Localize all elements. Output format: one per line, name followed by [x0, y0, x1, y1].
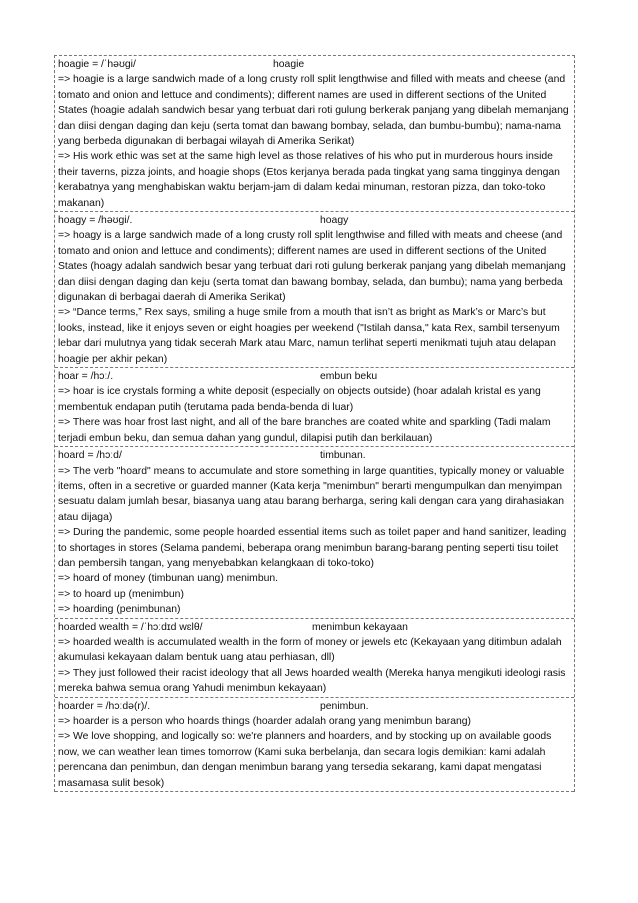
entry-definition: => hoar is ice crystals forming a white deposit (especially on objects outside) (hoar adalah kristal es yang membentuk endapan putih (terutama pada benda-benda di luar) [58, 386, 541, 413]
entry-phrase: => hoard of money (timbunan uang) menimbun. [58, 573, 279, 585]
entry-term: hoarded wealth = /ˈhɔːdɪd wɛlθ/ [58, 621, 203, 633]
entry-term: hoagie = /ˈhəʊgi/ [58, 59, 136, 70]
entry-phrase: => to hoard up (menimbun) [58, 588, 184, 600]
entry-term: hoard = /hɔːd/ [58, 450, 122, 462]
entry-definition: => hoagy is a large sandwich made of a long crusty roll split lengthwise and filled with meats and cheese (and tomato and onion and lettuce and condiments); different names are used in different sections of the United States (hoagy adalah sandwich besar yang terbuat dari roti gulung berkerak panjang yang dibelah memanjang dan diisi dengan daging dan keju (serta tomat dan bawang bombay, selada, dan bumbu); nama yang berbeda digunakan di berbagai daerah di Amerika Serikat) [58, 230, 566, 304]
entry-hoarder [55, 698, 574, 792]
entry-hoar [55, 368, 574, 447]
entry-head [58, 213, 572, 228]
entry-definition: => hoagie is a large sandwich made of a long crusty roll split lengthwise and filled with meats and cheese (and tomato and onion and lettuce and condiments); different names are used in different sections of the United States (hoagie adalah sandwich besar yang terbuat dari roti gulung berkerak panjang yang dibelah memanjang dan diisi dengan daging dan keju (serta tomat dan bawang bombay, selada, dan bumbu-bumbu); nama-nama yang berbeda digunakan di berbagai wilayah di Amerika Serikat) [58, 74, 569, 148]
dictionary-table [54, 55, 575, 792]
entry-head [58, 448, 572, 463]
entry-example: => “Dance terms,” Rex says, smiling a huge smile from a mouth that isn’t as bright as Mark’s or Marc’s but looks, instead, like it enjoys seven or eight hoagies per weekend ("Istilah dansa," kata Rex, sambil tersenyum lebar dari mulutnya yang tidak secerah Mark atau Marc, namun terlihat seperti menikmati tujuh atau delapan hoagie per akhir pekan) [58, 307, 560, 365]
entry-head [58, 57, 572, 72]
entry-hoagy [55, 212, 574, 368]
entry-definition: => hoarder is a person who hoards things (hoarder adalah orang yang menimbun barang) [58, 715, 472, 727]
entry-hoard [55, 447, 574, 618]
entry-term: hoarder = /hɔːdə(r)/. [58, 700, 151, 712]
entry-translation: penimbun. [320, 700, 369, 712]
entry-translation: menimbun kekayaan [312, 621, 408, 633]
entry-head [58, 620, 572, 635]
entry-translation: timbunan. [320, 450, 366, 462]
entry-head [58, 699, 572, 714]
entry-example: => During the pandemic, some people hoarded essential items such as toilet paper and hand sanitizer, leading to shortages in stores (Selama pandemi, beberapa orang menimbun barang-barang penting seperti tisu toilet dan pembersih tangan, yang menyebabkan kelangkaan di toko-toko) [58, 527, 567, 569]
entry-translation: hoagie [273, 59, 305, 70]
entry-definition: => hoarded wealth is accumulated wealth in the form of money or jewels etc (Kekayaan yang ditimbun adalah akumulasi kekayaan dalam bentuk uang atau perhiasan, dll) [58, 636, 562, 664]
entry-example: => There was hoar frost last night, and all of the bare branches are coated white and sparkling (Tadi malam terjadi embun beku, dan semua dahan yang gundul, dilapisi putih dan berkilauan) [58, 417, 551, 444]
entry-head [58, 369, 572, 384]
entry-example: => They just followed their racist ideology that all Jews hoarded wealth (Mereka hanya mengikuti ideologi rasis mereka bahwa semua orang Yahudi menimbun kekayaan) [58, 667, 566, 695]
entry-example: => His work ethic was set at the same high level as those relatives of his who put in murderous hours inside their taverns, pizza joints, and hoagie shops (Etos kerjanya berada pada tingkat yang sama tingginya dengan kerabatnya yang menghabiskan waktu berjam-jam di dalam kedai minuman, restoran pizza, dan toko-toko makanan) [58, 151, 560, 209]
entry-hoarded-wealth [55, 619, 574, 698]
entry-example: => We love shopping, and logically so: we're planners and hoarders, and by stocking up on available goods now, we can weather lean times tomorrow (Kami suka berbelanja, dan secara logis demikian: kami adalah perencana dan penimbun, dan dengan menimbun barang yang tersedia sekarang, kami dapat mengatasi masamasa sulit besok) [58, 731, 552, 789]
entry-translation: embun beku [320, 371, 378, 383]
entry-term: hoar = /hɔː/. [58, 371, 114, 383]
entry-term: hoagy = /həʊgi/. [58, 215, 133, 227]
entry-phrase: => hoarding (penimbunan) [58, 604, 181, 616]
entry-definition: => The verb "hoard" means to accumulate and store something in large quantities, typically money or valuable items, often in a secretive or guarded manner (Kata kerja "menimbun" berarti mengumpulkan dan menyimpan sesuatu dalam jumlah besar, biasanya uang atau barang berharga, sering kali dengan cara yang dirahasiakan atau dijaga) [58, 465, 565, 523]
entry-hoagie [55, 56, 574, 212]
entry-translation: hoagy [320, 215, 349, 227]
